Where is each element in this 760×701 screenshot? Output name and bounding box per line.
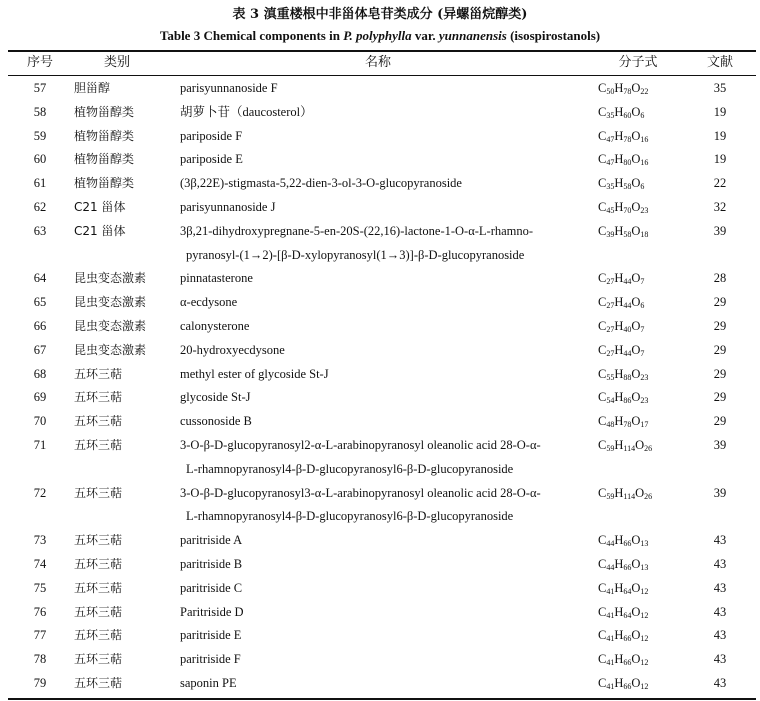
row-name [180, 315, 590, 339]
row-reference: 43 [713, 580, 727, 595]
title-en-var: var. [411, 28, 439, 43]
row-number: 77 [33, 628, 47, 643]
row-number: 57 [33, 81, 47, 95]
title-en-prefix: Table 3 Chemical components in [159, 28, 344, 43]
row-name-line: α-ecdysone [180, 295, 238, 310]
table-row [0, 601, 760, 625]
row-reference: 43 [713, 675, 727, 690]
row-reference: 29 [713, 414, 727, 429]
row-reference: 19 [713, 152, 727, 167]
row-class: 植物甾醇类 [74, 176, 135, 191]
header-class: 类别 [103, 55, 130, 70]
row-class: C21 甾体 [74, 199, 126, 214]
row-name [180, 339, 590, 363]
row-name [180, 577, 590, 601]
row-name [180, 148, 590, 172]
row-reference: 28 [713, 271, 727, 286]
row-name-line: paritriside E [180, 628, 242, 643]
row-name-line: pariposide E [180, 152, 243, 167]
row-reference: 29 [713, 390, 727, 405]
row-name-line: 3-O-β-D-glucopyranosyl2-α-L-arabinopyranosyl oleanolic acid 28-O-α- [180, 437, 541, 452]
row-number: 78 [33, 652, 47, 667]
row-name-line: pariposide F [180, 128, 243, 143]
row-formula: $C_{47}H_{80}O_{16}$ [598, 152, 649, 168]
row-name [180, 529, 590, 553]
row-number: 67 [33, 342, 47, 357]
table-row [0, 482, 760, 530]
row-name-line: paritriside B [180, 556, 243, 571]
row-class: 五环三萜 [74, 675, 123, 690]
row-name-line: saponin PE [180, 675, 237, 690]
row-name-line: cussonoside B [180, 414, 252, 429]
row-class: 五环三萜 [74, 652, 123, 667]
row-class: 昆虫变态激素 [74, 271, 147, 286]
row-number: 66 [33, 318, 47, 333]
row-reference: 29 [713, 318, 727, 333]
row-name [180, 77, 590, 101]
row-class: C21 甾体 [74, 223, 126, 238]
table-row [0, 315, 760, 339]
row-class: 五环三萜 [74, 485, 123, 500]
row-class: 五环三萜 [74, 390, 123, 405]
table-bottom-rule [8, 698, 756, 700]
row-name-line: calonysterone [180, 318, 250, 333]
row-name [180, 363, 590, 387]
row-number: 69 [33, 390, 47, 405]
row-class: 五环三萜 [74, 556, 123, 571]
row-name-line: 胡萝卜苷（daucosterol） [180, 104, 313, 119]
row-formula: $C_{59}H_{114}O_{26}$ [598, 485, 653, 501]
row-formula: $C_{35}H_{58}O_6$ [598, 176, 645, 192]
table-row [0, 220, 760, 268]
title-en-variety: yunnanensis [438, 28, 507, 43]
row-class: 昆虫变态激素 [74, 295, 147, 310]
row-class: 昆虫变态激素 [74, 342, 147, 357]
row-name [180, 624, 590, 648]
row-reference: 39 [713, 485, 727, 500]
row-name [180, 101, 590, 125]
header-ref: 文献 [706, 55, 733, 70]
row-name-line: Paritriside D [180, 604, 244, 619]
table-row [0, 363, 760, 387]
row-name [180, 482, 590, 530]
row-name-line: pyranosyl-(1→2)-[β-D-xylopyranosyl(1→3)]-β-D-glucopyranoside [186, 247, 525, 262]
row-name [180, 434, 590, 482]
row-name [180, 125, 590, 149]
table-row [0, 172, 760, 196]
row-number: 72 [33, 485, 47, 500]
row-formula: $C_{44}H_{66}O_{13}$ [598, 556, 649, 572]
row-class: 昆虫变态激素 [74, 318, 147, 333]
row-number: 74 [33, 556, 47, 571]
row-reference: 22 [713, 176, 727, 191]
row-formula: $C_{47}H_{78}O_{16}$ [598, 128, 649, 144]
header-formula: 分子式 [618, 55, 658, 70]
row-reference: 29 [713, 295, 727, 310]
table-title-en [0, 27, 760, 45]
table-title-cn: 表 3 滇重楼根中非甾体皂苷类成分 (异螺甾烷醇类) [232, 7, 528, 22]
row-name-line: glycoside St-J [180, 390, 251, 405]
row-number: 62 [33, 199, 47, 214]
table-row [0, 386, 760, 410]
row-reference: 43 [713, 604, 727, 619]
title-en-species: P. polyphylla [343, 28, 412, 43]
row-name [180, 410, 590, 434]
row-name-line: 3-O-β-D-glucopyranosyl3-α-L-arabinopyranosyl oleanolic acid 28-O-α- [180, 485, 541, 500]
row-class: 五环三萜 [74, 628, 123, 643]
row-name [180, 386, 590, 410]
row-class: 植物甾醇类 [74, 128, 135, 143]
row-formula: $C_{41}H_{66}O_{12}$ [598, 628, 649, 644]
table-row [0, 291, 760, 315]
row-name [180, 291, 590, 315]
table-row [0, 125, 760, 149]
row-formula: $C_{44}H_{66}O_{13}$ [598, 533, 649, 549]
row-formula: $C_{41}H_{66}O_{12}$ [598, 652, 649, 668]
row-number: 71 [33, 437, 47, 452]
row-formula: $C_{41}H_{66}O_{12}$ [598, 675, 649, 691]
row-name-line: methyl ester of glycoside St-J [180, 366, 329, 381]
table-row [0, 529, 760, 553]
row-name [180, 172, 590, 196]
table-row [0, 648, 760, 672]
row-formula: $C_{27}H_{44}O_6$ [598, 295, 645, 311]
row-formula: $C_{41}H_{64}O_{12}$ [598, 580, 649, 596]
row-formula: $C_{55}H_{88}O_{23}$ [598, 366, 649, 382]
row-reference: 39 [713, 223, 727, 238]
row-formula: $C_{27}H_{40}O_7$ [598, 318, 645, 334]
title-en-suffix: (isospirostanols) [506, 28, 601, 43]
row-number: 64 [33, 271, 47, 286]
row-class: 胆甾醇 [74, 81, 111, 95]
row-formula: $C_{45}H_{70}O_{23}$ [598, 199, 649, 215]
table-row [0, 434, 760, 482]
row-reference: 29 [713, 342, 727, 357]
row-formula: $C_{39}H_{58}O_{18}$ [598, 223, 649, 239]
row-reference: 39 [713, 437, 727, 452]
row-name [180, 220, 590, 268]
row-formula: $C_{59}H_{114}O_{26}$ [598, 437, 653, 453]
table-row [0, 624, 760, 648]
table-row [0, 196, 760, 220]
table-row [0, 410, 760, 434]
row-name [180, 267, 590, 291]
row-name-line: pinnatasterone [180, 271, 253, 286]
table-row [0, 553, 760, 577]
header-no: 序号 [26, 55, 53, 70]
row-name-line: paritriside A [180, 533, 243, 548]
row-name-line: L-rhamnopyranosyl4-β-D-glucopyranosyl6-β-D-glucopyranoside [186, 461, 514, 476]
table-row [0, 101, 760, 125]
row-name-line: (3β,22E)-stigmasta-5,22-dien-3-ol-3-O-glucopyranoside [180, 176, 462, 191]
row-class: 五环三萜 [74, 533, 123, 548]
row-number: 68 [33, 366, 47, 381]
row-reference: 29 [713, 366, 727, 381]
row-formula: $C_{50}H_{78}O_{22}$ [598, 81, 649, 96]
header-name: 名称 [364, 55, 391, 70]
row-reference: 35 [713, 81, 727, 95]
row-number: 65 [33, 295, 47, 310]
row-class: 植物甾醇类 [74, 104, 135, 119]
table-row [0, 577, 760, 601]
table-row [0, 267, 760, 291]
row-name [180, 553, 590, 577]
row-formula: $C_{54}H_{86}O_{23}$ [598, 390, 649, 406]
row-number: 79 [33, 675, 47, 690]
row-name-line: parisyunnanoside F [180, 81, 278, 95]
row-name-line: 3β,21-dihydroxypregnane-5-en-20S-(22,16)-lactone-1-O-α-L-rhamno- [180, 223, 534, 238]
row-class: 植物甾醇类 [74, 152, 135, 167]
row-reference: 43 [713, 628, 727, 643]
row-name-line: parisyunnanoside J [180, 199, 276, 214]
row-number: 60 [33, 152, 47, 167]
table-row [0, 672, 760, 696]
row-formula: $C_{27}H_{44}O_7$ [598, 271, 645, 287]
row-formula: $C_{48}H_{78}O_{17}$ [598, 414, 649, 430]
row-number: 73 [33, 533, 47, 548]
table-row [0, 339, 760, 363]
row-number: 58 [33, 104, 47, 119]
row-number: 63 [33, 223, 47, 238]
row-class: 五环三萜 [74, 604, 123, 619]
row-number: 59 [33, 128, 47, 143]
row-name-line: 20-hydroxyecdysone [180, 342, 285, 357]
row-reference: 19 [713, 128, 727, 143]
row-formula: $C_{35}H_{60}O_6$ [598, 104, 645, 120]
row-formula: $C_{41}H_{64}O_{12}$ [598, 604, 649, 620]
row-formula: $C_{27}H_{44}O_7$ [598, 342, 645, 358]
row-class: 五环三萜 [74, 580, 123, 595]
row-reference: 19 [713, 104, 727, 119]
row-class: 五环三萜 [74, 414, 123, 429]
row-number: 75 [33, 580, 47, 595]
row-reference: 43 [713, 533, 727, 548]
row-class: 五环三萜 [74, 437, 123, 452]
table-header-rule [8, 75, 756, 76]
row-class: 五环三萜 [74, 366, 123, 381]
row-name [180, 672, 590, 696]
table-body [0, 77, 760, 696]
row-name-line: L-rhamnopyranosyl4-β-D-glucopyranosyl6-β-D-glucopyranoside [186, 509, 514, 524]
row-name [180, 648, 590, 672]
row-name [180, 601, 590, 625]
row-name-line: paritriside F [180, 652, 241, 667]
table-row [0, 77, 760, 101]
row-number: 61 [33, 176, 47, 191]
row-reference: 43 [713, 652, 727, 667]
table-row [0, 148, 760, 172]
row-number: 70 [33, 414, 47, 429]
row-name [180, 196, 590, 220]
row-reference: 43 [713, 556, 727, 571]
row-number: 76 [33, 604, 47, 619]
row-name-line: paritriside C [180, 580, 243, 595]
row-reference: 32 [713, 199, 727, 214]
